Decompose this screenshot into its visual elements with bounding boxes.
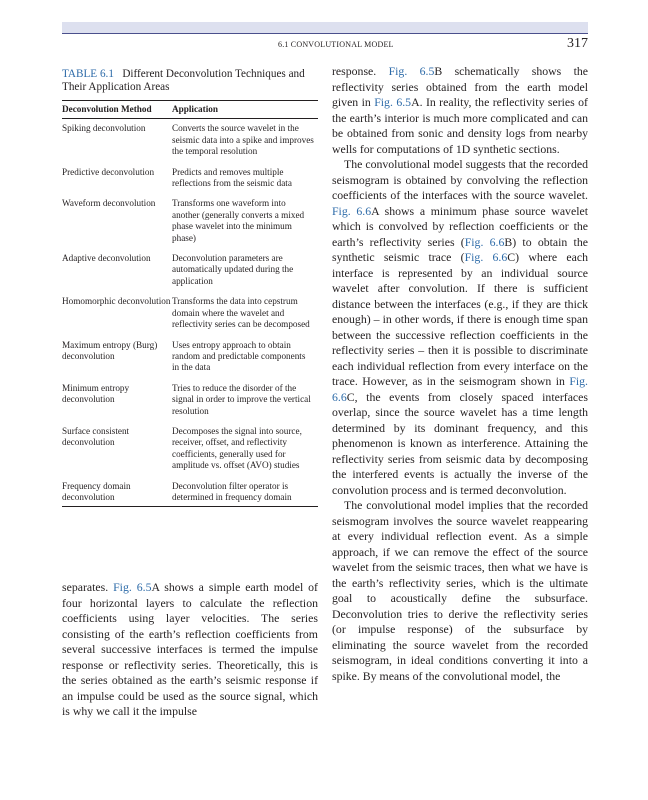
figure-link[interactable]: Fig. 6.6 xyxy=(332,203,372,218)
application-cell: Predicts and removes multiple reflections from the seismic data xyxy=(172,166,292,189)
table-header-row xyxy=(62,101,318,118)
text-run: A shows a minimum phase source wavelet which is convolved by reflection coefficients or the earth’s reflectivity series ( xyxy=(332,203,588,249)
header-band xyxy=(62,22,588,33)
application-cell: Deconvolution parameters are automatically updated during the application xyxy=(172,253,294,286)
application-cell: Uses entropy approach to obtain random and predictable components in the data xyxy=(172,339,306,373)
page-number: 317 xyxy=(567,36,588,51)
table-title: Different Deconvolution Techniques and Their Application Areas xyxy=(62,68,305,93)
table-row xyxy=(62,481,318,504)
method-cell: Minimum entropy deconvolution xyxy=(62,382,130,405)
application-cell: Tries to reduce the disorder of the signal in order to improve the vertical resolution xyxy=(172,382,311,416)
table-bottom-rule xyxy=(62,506,318,507)
text-run: C, the events from closely spaced interfaces overlap, since the source wavelet has a time length determined by its dominant frequency, and this phenomenon is known as interference. Attaining the reflectivity series from seismic data by decomposing the interfered events is actually the inverse of the convolution process and is termed deconvolution. xyxy=(332,389,588,497)
method-cell: Surface consistent deconvolution xyxy=(62,425,130,448)
method-cell: Adaptive deconvolution xyxy=(62,253,151,264)
figure-link[interactable]: Fig. 6.6 xyxy=(464,250,508,264)
text-run: The convolutional model suggests that the recorded seismogram is obtained by convolving the reflection coefficients of the interfaces with the source wavelet. xyxy=(332,157,588,202)
application-cell: Decomposes the signal into source, receiver, offset, and reflectivity coefficients, generally used for amplitude vs. offset (AVO) studies xyxy=(172,425,302,471)
figure-link[interactable]: Fig. 6.6 xyxy=(464,234,505,249)
table-row xyxy=(62,167,318,199)
text-run: B) to obtain the synthetic seismic trace ( xyxy=(332,234,588,264)
figure-link[interactable]: Fig. 6.6 xyxy=(332,374,588,404)
column-header-application: Application xyxy=(172,104,218,114)
application-cell: Converts the source wavelet in the seismic data into a spike and improves the temporal resolution xyxy=(172,123,314,157)
figure-link[interactable]: Fig. 6.5 xyxy=(113,580,152,594)
paragraph xyxy=(62,580,318,720)
paragraph xyxy=(332,157,588,498)
text-run: response. xyxy=(332,64,389,78)
method-cell: Predictive deconvolution xyxy=(62,166,155,177)
table-row xyxy=(62,340,318,383)
text-run: B schematically shows the reflectivity series obtained from the earth model given in xyxy=(332,64,589,109)
method-cell: Homomorphic deconvolution xyxy=(62,296,171,307)
method-cell: Waveform deconvolution xyxy=(62,198,156,209)
table-caption xyxy=(62,68,318,94)
application-cell: Transforms one waveform into another (generally converts a mixed phase wavelet into the minimum phase) xyxy=(172,198,305,243)
table-row xyxy=(62,296,318,339)
text-run: separates. xyxy=(62,580,114,594)
table-row xyxy=(62,253,318,296)
running-head: 6.1 CONVOLUTIONAL MODEL xyxy=(278,40,394,49)
deconvolution-table xyxy=(62,68,318,507)
method-cell: Maximum entropy (Burg) deconvolution xyxy=(62,339,158,361)
paragraph xyxy=(332,64,588,157)
paragraph xyxy=(332,498,588,684)
method-cell: Frequency domain deconvolution xyxy=(62,480,131,502)
text-run: A shows a simple earth model of four horizontal layers to calculate the reflection coefficients using layer velocities. The series consisting of the earth’s reflection coefficients from several successive interfaces is termed the impulse response or reflectivity series. Theoretically, this is the series obtained as the earth’s seismic response if an impulse could be used as the source signal, which is why we call it the impulse xyxy=(62,580,318,718)
application-cell: Deconvolution filter operator is determined in frequency domain xyxy=(172,480,292,502)
table-row xyxy=(62,426,318,481)
application-cell: Transforms the data into cepstrum domain where the wavelet and reflectivity series can be decomposed xyxy=(172,296,310,330)
table-row xyxy=(62,198,318,253)
table-row xyxy=(62,119,318,166)
method-cell: Spiking deconvolution xyxy=(62,123,146,134)
left-column xyxy=(62,580,318,720)
right-column xyxy=(332,64,588,684)
table-label: TABLE 6.1 xyxy=(62,68,114,80)
figure-link[interactable]: Fig. 6.5 xyxy=(388,64,435,78)
text-run: The convolutional model implies that the recorded seismogram involves the source wavelet reappearing at every individual reflection event. As a simple approach, if we can remove the effect of the source wavelet from the seismic traces, then what we have is the earth’s reflectivity series, which is the ultimate goal to acoustically define the subsurface. Deconvolution tries to derive the reflectivity series (or impulse response) of the subsurface by eliminating the source wavelet from the recorded seismogram, in ideal conditions converting it into a spike. By means of the convolutional model, the xyxy=(332,498,588,683)
table-body xyxy=(62,101,318,503)
header-rule xyxy=(62,33,588,34)
figure-link[interactable]: Fig. 6.5 xyxy=(374,95,412,109)
text-run: C) where each interface is represented by an individual source wavelet after convolution. If there is sufficient distance between the interfaces (e.g., if they are thick enough) – in other words, if there is enough time span between the successive reflection coefficients in the reflectivity series – then it is possible to discriminate each individual reflection from every interface on the trace. However, as in the seismogram shown in xyxy=(332,250,588,388)
table-row xyxy=(62,383,318,426)
text-run: A. In reality, the reflectivity series of the earth’s interior is much more complicated and can be obtained from sonic and density logs from nearby wells for computations of 1D synthetic sections. xyxy=(332,95,588,156)
column-header-method: Deconvolution Method xyxy=(62,104,152,114)
